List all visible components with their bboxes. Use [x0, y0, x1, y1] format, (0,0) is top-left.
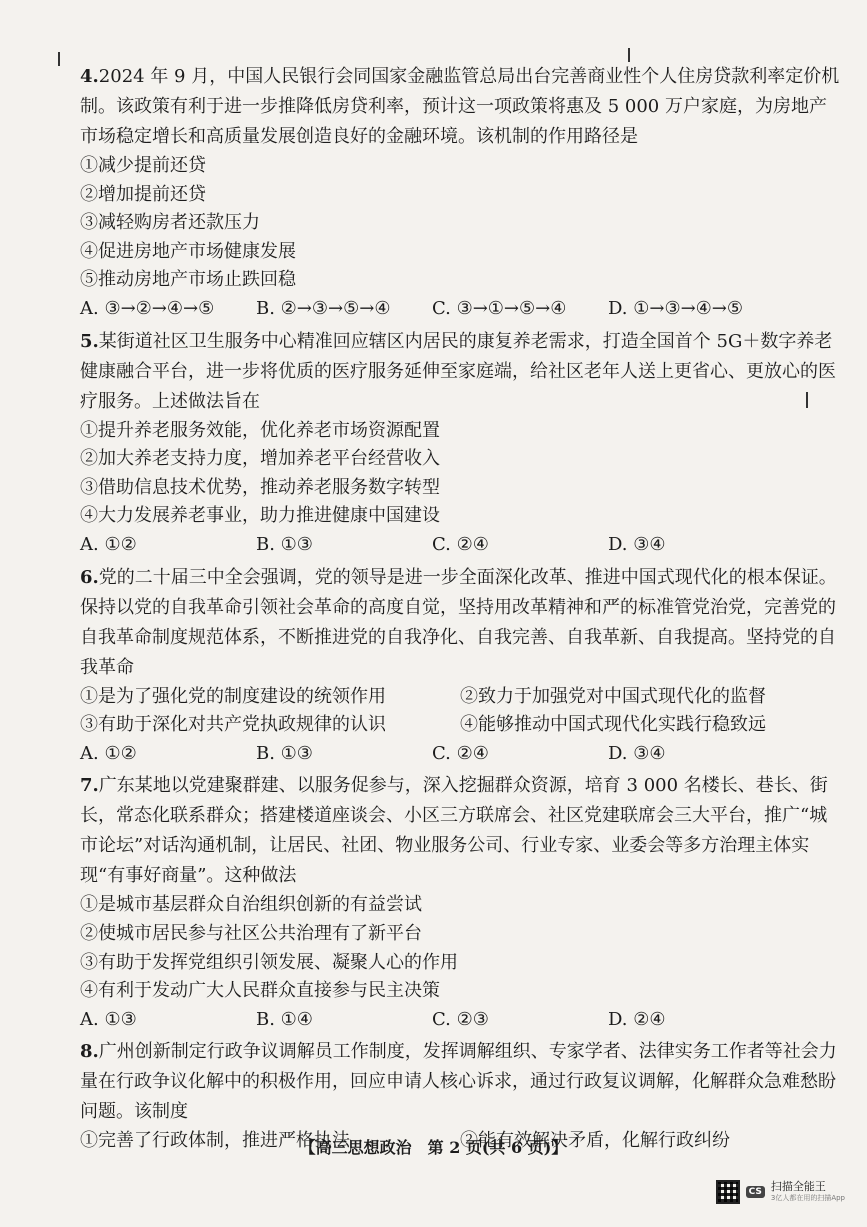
option-item: ③有助于发挥党组织引领发展、凝聚人心的作用	[80, 951, 458, 973]
question-number: 5.	[80, 330, 99, 352]
option-item: ④能够推动中国式现代化实践行稳致远	[460, 714, 766, 736]
question-number: 6.	[80, 566, 99, 588]
choice-b: B. ①③	[256, 742, 313, 764]
qr-code-icon	[716, 1180, 740, 1204]
option-item: ③借助信息技术优势，推动养老服务数字转型	[80, 476, 440, 498]
question-text: 广东某地以党建聚群建、以服务促参与，深入挖掘群众资源，培育 3 000 名楼长、巷长、街长，常态化联系群众；搭建楼道座谈会、小区三方联席会、社区党建联席会三大平台，推广“城市论坛”对话沟通机制，让居民、社团、物业服务公司、行业专家、业委会等多方治理主体实现“有事好商量”。这种做法	[80, 775, 828, 887]
choice-a: A. ①②	[80, 533, 137, 555]
choice-a: A. ①②	[80, 742, 137, 764]
option-item: ②增加提前还贷	[80, 183, 206, 205]
option-item: ③减轻购房者还款压力	[80, 212, 260, 234]
choice-c: C. ②③	[432, 1008, 489, 1030]
question-number: 8.	[80, 1041, 99, 1063]
answer-choices	[80, 740, 840, 769]
question-text: 某街道社区卫生服务中心精准回应辖区内居民的康复养老需求，打造全国首个 5G＋数字养老健康融合平台，进一步将优质的医疗服务延伸至家庭端，给社区老年人送上更省心、更放心的医疗服务。上述做法旨在	[80, 330, 836, 412]
question-stem	[80, 563, 840, 683]
option-item: ④有利于发动广大人民群众直接参与民主决策	[80, 980, 440, 1002]
camscanner-logo-icon: CS	[746, 1186, 765, 1198]
option-item: ①是为了强化党的制度建设的统领作用	[80, 685, 386, 707]
watermark-name: 扫描全能王	[770, 1180, 826, 1193]
option-row	[80, 711, 840, 740]
question-text: 广州创新制定行政争议调解员工作制度，发挥调解组织、专家学者、法律实务工作者等社会力量在行政争议化解中的积极作用，回应申请人核心诉求，通过行政复议调解，化解群众急难愁盼问题。该制度	[80, 1041, 837, 1123]
question-text: 2024 年 9 月，中国人民银行会同国家金融监管总局出台完善商业性个人住房贷款利率定价机制。该政策有利于进一步推降低房贷利率，预计这一项政策将惠及 5 000 万户家庭，为房地产市场稳定增长和高质量发展创造良好的金融环境。该机制的作用路径是	[80, 66, 840, 147]
answer-choices	[80, 1006, 840, 1035]
question-stem	[80, 62, 840, 152]
option-item: ①完善了行政体制，推进严格执法	[80, 1130, 350, 1152]
option-item: ①是城市基层群众自治组织创新的有益尝试	[80, 894, 422, 916]
scanner-watermark	[716, 1180, 845, 1204]
watermark-subtitle: 3亿人都在用的扫描App	[770, 1194, 845, 1202]
question-stem	[80, 771, 840, 891]
choice-c: C. ②④	[432, 533, 489, 555]
option-item: ④促进房地产市场健康发展	[80, 240, 296, 262]
choice-d: D. ③④	[608, 742, 666, 764]
choice-c: C. ②④	[432, 742, 489, 764]
option-item: ①减少提前还贷	[80, 155, 206, 176]
question-7	[80, 771, 840, 1034]
choice-a: A. ③→②→④→⑤	[80, 297, 215, 319]
choice-b: B. ②→③→⑤→④	[256, 297, 391, 319]
question-stem	[80, 1037, 840, 1127]
scan-mark	[628, 48, 630, 62]
scan-mark	[58, 52, 60, 66]
question-5	[80, 327, 840, 560]
page-footer: 【高三思想政治 第 2 页(共 6 页)】	[299, 1138, 568, 1157]
choice-b: B. ①④	[256, 1008, 313, 1030]
option-item: ②加大养老支持力度，增加养老平台经营收入	[80, 448, 440, 470]
choice-d: D. ②④	[608, 1008, 666, 1030]
choice-c: C. ③→①→⑤→④	[432, 297, 567, 319]
answer-choices	[80, 531, 840, 560]
option-item: ②使城市居民参与社区公共治理有了新平台	[80, 922, 422, 944]
choice-d: D. ①→③→④→⑤	[608, 297, 744, 319]
question-stem	[80, 327, 840, 417]
option-item: ④大力发展养老事业，助力推进健康中国建设	[80, 505, 440, 527]
option-item: ⑤推动房地产市场止跌回稳	[80, 269, 296, 291]
option-item: ③有助于深化对共产党执政规律的认识	[80, 714, 386, 736]
question-4	[80, 62, 840, 324]
question-list	[80, 62, 840, 1159]
option-item: ①提升养老服务效能，优化养老市场资源配置	[80, 419, 440, 441]
watermark-text	[771, 1181, 845, 1203]
question-6	[80, 563, 840, 769]
question-text: 党的二十届三中全会强调，党的领导是进一步全面深化改革、推进中国式现代化的根本保证。保持以党的自我革命引领社会革命的高度自觉，坚持用改革精神和严的标准管党治党，完善党的自我革命制度规范体系，不断推进党的自我净化、自我完善、自我革新、自我提高。坚持党的自我革命	[80, 566, 837, 678]
choice-b: B. ①③	[256, 533, 313, 555]
choice-a: A. ①③	[80, 1008, 137, 1030]
question-number: 4.	[80, 66, 99, 87]
answer-choices	[80, 295, 840, 324]
option-item: ②致力于加强党对中国式现代化的监督	[460, 685, 766, 707]
option-row	[80, 683, 840, 712]
question-number: 7.	[80, 775, 99, 797]
choice-d: D. ③④	[608, 533, 666, 555]
option-item: ②能有效解决矛盾，化解行政纠纷	[460, 1130, 730, 1152]
